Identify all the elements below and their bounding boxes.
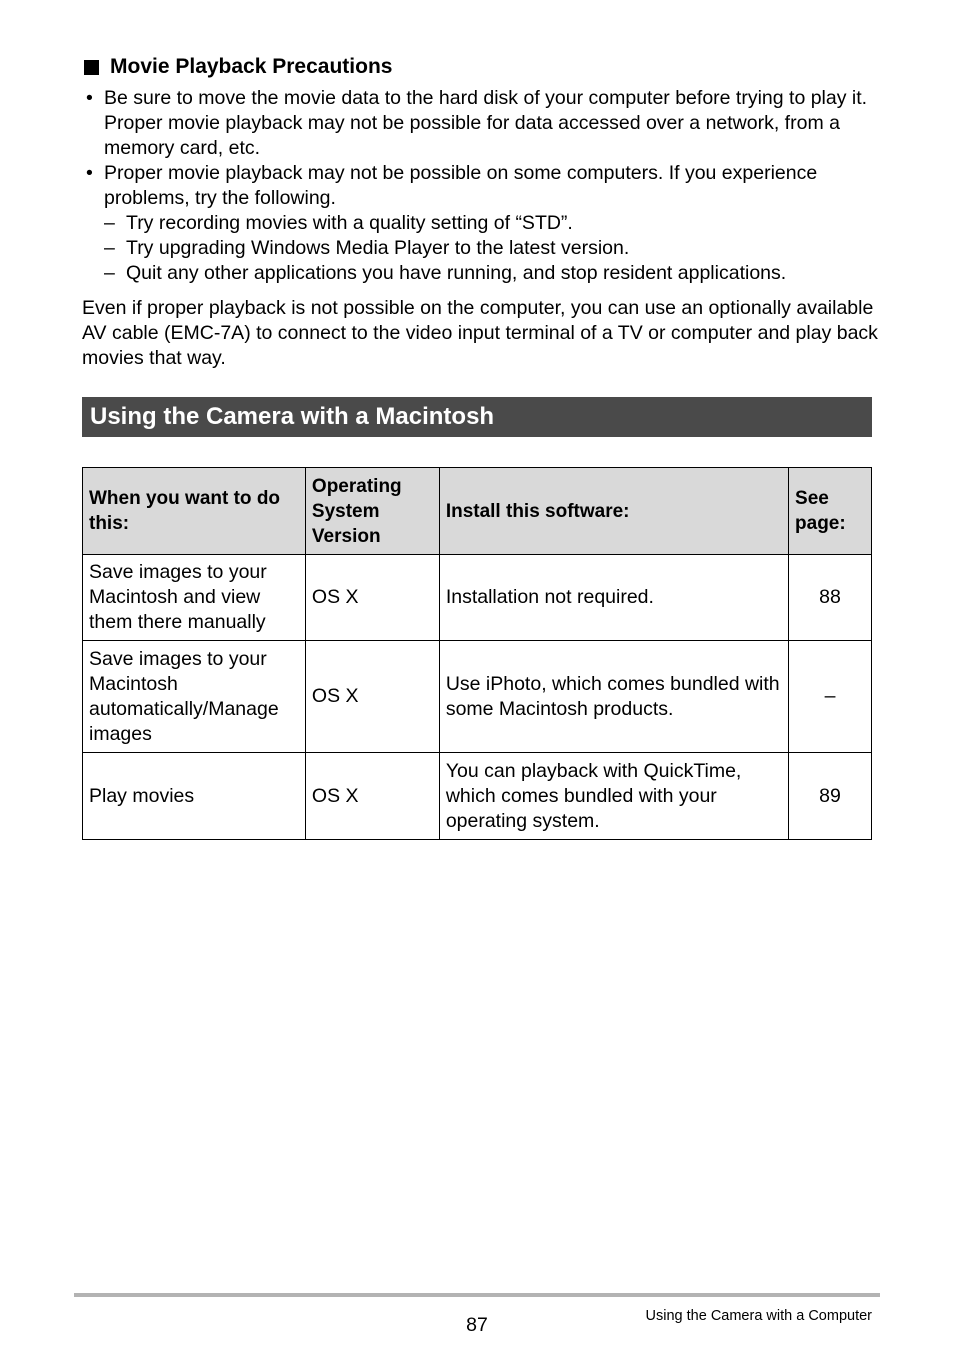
bullet-text: Be sure to move the movie data to the hard disk of your computer before trying to play it. Proper movie playback may not be possible for data accessed over a network, from a memory card, etc.	[104, 87, 868, 159]
dash-text: Try recording movies with a quality setting of “STD”.	[126, 212, 573, 234]
precautions-list	[84, 86, 884, 286]
bullet-item	[84, 86, 884, 161]
macintosh-software-table	[82, 467, 872, 840]
table-header-row	[83, 468, 872, 555]
bullet-dot-icon: •	[86, 162, 93, 184]
header-see-page: See page:	[789, 468, 872, 555]
table-row	[83, 753, 872, 840]
cell-task: Save images to your Macintosh and view them there manually	[83, 555, 306, 641]
cell-os: OS X	[305, 641, 439, 753]
dash-icon: –	[104, 262, 115, 284]
footer-divider	[74, 1293, 880, 1297]
cell-task: Play movies	[83, 753, 306, 840]
cell-task: Save images to your Macintosh automatically/Manage images	[83, 641, 306, 753]
header-os-version: Operating System Version	[305, 468, 439, 555]
bullet-text: Proper movie playback may not be possible on some computers. If you experience problems, try the following.	[104, 162, 818, 209]
dash-item	[84, 236, 884, 261]
table-row	[83, 555, 872, 641]
chapter-title: Using the Camera with a Computer	[645, 1308, 872, 1324]
precautions-heading-text: Movie Playback Precautions	[110, 55, 393, 78]
table-row	[83, 641, 872, 753]
dash-icon: –	[104, 237, 115, 259]
black-square-icon	[84, 60, 99, 75]
cell-software: Installation not required.	[439, 555, 788, 641]
dash-item	[84, 211, 884, 236]
section-banner	[82, 397, 872, 437]
dash-text: Quit any other applications you have running, and stop resident applications.	[126, 262, 787, 284]
cell-page: 88	[789, 555, 872, 641]
bullet-item	[84, 161, 884, 211]
cell-os: OS X	[305, 753, 439, 840]
cell-os: OS X	[305, 555, 439, 641]
page-number: 87	[466, 1314, 488, 1336]
cell-page: –	[789, 641, 872, 753]
section-title: Using the Camera with a Macintosh	[90, 403, 495, 430]
precautions-heading	[84, 54, 392, 80]
av-cable-paragraph: Even if proper playback is not possible on the computer, you can use an optionally available AV cable (EMC-7A) to connect to the video input terminal of a TV or computer and play back movies that way.	[82, 297, 878, 369]
cell-page: 89	[789, 753, 872, 840]
dash-text: Try upgrading Windows Media Player to the latest version.	[126, 237, 630, 259]
dash-icon: –	[104, 212, 115, 234]
dash-item	[84, 261, 884, 286]
cell-software: Use iPhoto, which comes bundled with some Macintosh products.	[439, 641, 788, 753]
header-software: Install this software:	[439, 468, 788, 555]
header-task: When you want to do this:	[83, 468, 306, 555]
bullet-dot-icon: •	[86, 87, 93, 109]
cell-software: You can playback with QuickTime, which comes bundled with your operating system.	[439, 753, 788, 840]
